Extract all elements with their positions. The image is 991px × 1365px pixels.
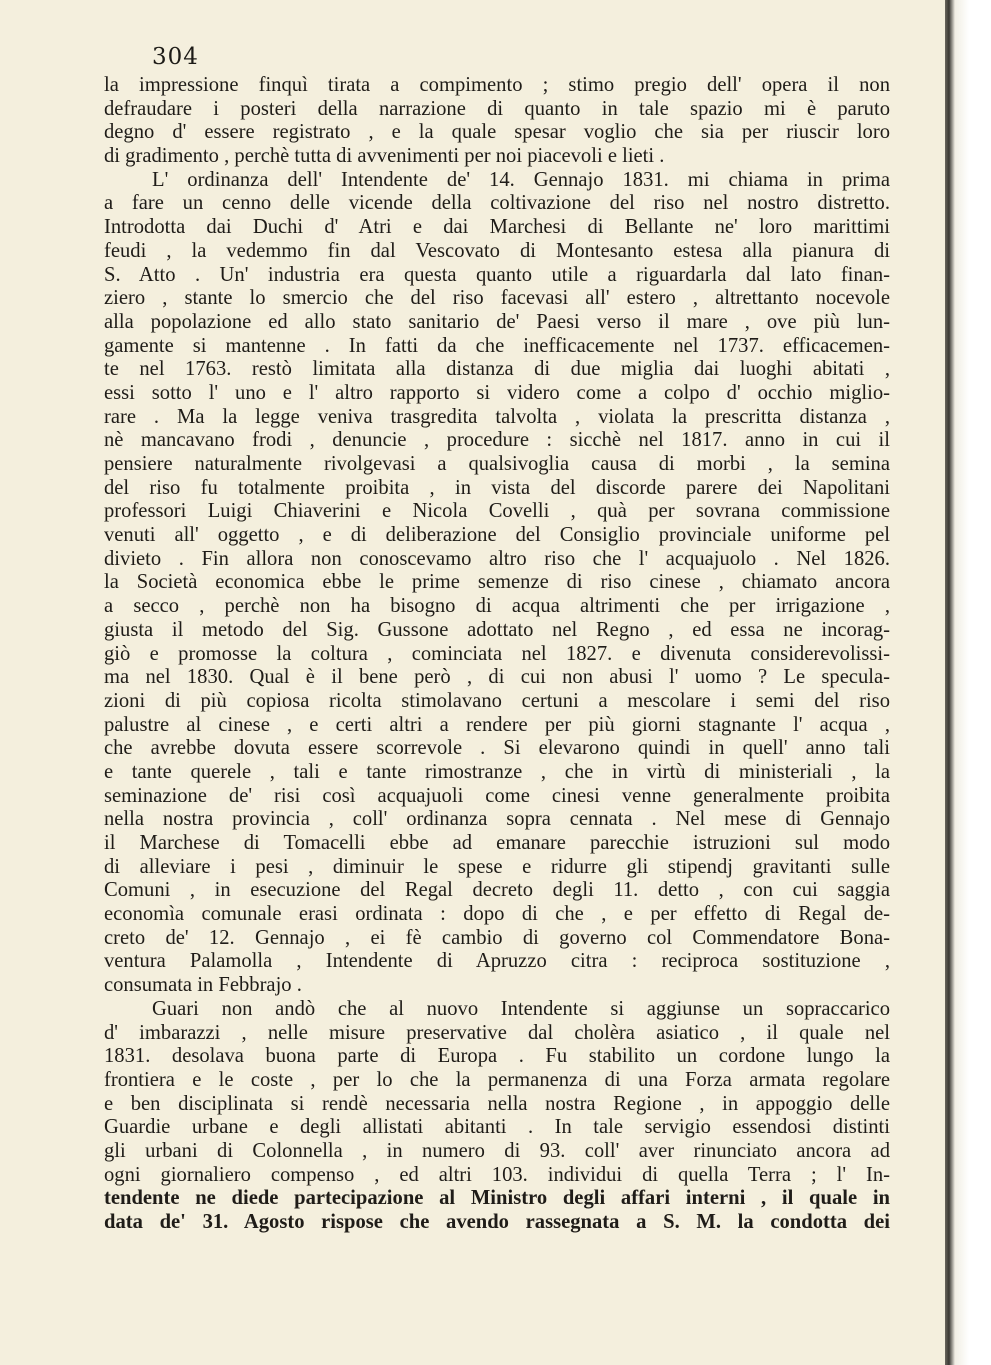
- text-line: la Società economica ebbe le prime semenze di riso cinese , chiamato ancora: [104, 571, 890, 594]
- text-line: che avrebbe dovuta essere scorrevole . Si elevarono quindi in quell' anno tali: [104, 737, 890, 760]
- text-line: la impressione finquì tirata a compimento ; stimo pregio dell' opera il non: [104, 74, 890, 96]
- text-line: pensiere naturalmente rivolgevasi a qualsivoglia causa di morbi , la semina: [104, 453, 890, 475]
- body-text: [104, 74, 890, 1235]
- text-line: Guardie urbane e degli allistati abitanti . In tale servigio essendosi distinti: [104, 1116, 890, 1139]
- text-line: feudi , la vedemmo fin dal Vescovato di Montesanto estesa alla pianura di: [104, 239, 890, 262]
- text-line: a fare un cenno delle vicende della coltivazione del riso nel nostro distretto.: [104, 192, 890, 215]
- text-line: tendente ne diede partecipazione al Ministro degli affari interni , il quale in: [104, 1187, 890, 1210]
- text-line: data de' 31. Agosto rispose che avendo rassegnata a S. M. la condotta dei: [104, 1211, 890, 1233]
- text-line: Guari non andò che al nuovo Intendente si aggiunse un sopraccarico: [152, 997, 890, 1020]
- text-line: zioni di più copiosa ricolta stimolavano certuni a mescolare i semi del riso: [104, 689, 890, 712]
- text-line: divieto . Fin allora non conoscevamo altro riso che l' acquajuolo . Nel 1826.: [104, 547, 890, 570]
- text-line: giusta il metodo del Sig. Gussone adottato nel Regno , ed essa ne incorag-: [104, 618, 890, 641]
- text-line: economìa comunale erasi ordinata : dopo di che , e per effetto di Regal de-: [104, 903, 890, 926]
- text-line: nella nostra provincia , coll' ordinanza sopra cennata . Nel mese di Gennajo: [104, 808, 890, 831]
- text-line: consumata in Febbrajo .: [104, 974, 302, 997]
- text-line: di alleviare i pesi , diminuir le spese e ridurre gli stipendj gravitanti sulle: [104, 855, 890, 878]
- text-line: ogni giornaliero compenso , ed altri 103. individui di quella Terra ; l' In-: [104, 1163, 890, 1186]
- text-line: essi sotto l' uno e l' altro rapporto si videro come a colpo d' occhio miglio-: [104, 381, 890, 404]
- text-line: ziero , stante lo smercio che del riso facevasi all' estero , altrettanto nocevole: [104, 287, 890, 310]
- text-line: e ben disciplinata si rendè necessaria nella nostra Regione , in appoggio delle: [104, 1092, 890, 1115]
- text-line: giò e promosse la coltura , cominciata nel 1827. e divenuta considerevolissi-: [104, 642, 890, 665]
- text-line: rare . Ma la legge veniva trasgredita talvolta , violata la prescritta distanza ,: [104, 405, 890, 428]
- text-line: d' imbarazzi , nelle misure preservative dal cholèra asiatico , il quale nel: [104, 1021, 890, 1044]
- text-line: ma nel 1830. Qual è il bene però , di cui non abusi l' uomo ? Le specula-: [104, 666, 890, 689]
- text-line: frontiera e le coste , per lo che la permanenza di una Forza armata regolare: [104, 1068, 890, 1091]
- text-line: gli urbani di Colonnella , in numero di 93. coll' aver rinunciato ancora ad: [104, 1139, 890, 1162]
- text-line: venuti all' oggetto , e di deliberazione del Consiglio provinciale uniforme pel: [104, 524, 890, 547]
- text-line: di gradimento , perchè tutta di avvenimenti per noi piacevoli e lieti .: [104, 145, 665, 168]
- text-line: a secco , perchè non ha bisogno di acqua altrimenti che per irrigazione ,: [104, 595, 890, 618]
- text-line: creto de' 12. Gennajo , ei fè cambio di governo col Commendatore Bona-: [104, 926, 890, 949]
- text-line: te nel 1763. restò limitata alla distanza di due miglia dai luoghi abitati ,: [104, 358, 890, 381]
- page-number: 304: [152, 44, 199, 70]
- text-line: alla popolazione ed allo stato sanitario de' Paesi verso il mare , ove più lun-: [104, 310, 890, 333]
- text-line: e tante querele , tali e tante rimostranze , che in virtù di ministeriali , la: [104, 760, 890, 783]
- text-line: Introdotta dai Duchi d' Atri e dai Marchesi di Bellante ne' loro marittimi: [104, 216, 890, 239]
- text-line: 1831. desolava buona parte di Europa . Fu stabilito un cordone lungo la: [104, 1045, 890, 1068]
- text-line: degno d' essere registrato , e la quale spesar voglio che sia per riuscir loro: [104, 121, 890, 144]
- text-line: Comuni , in esecuzione del Regal decreto degli 11. detto , con cui saggia: [104, 879, 890, 902]
- text-line: professori Luigi Chiaverini e Nicola Covelli , quà per sovrana commissione: [104, 500, 890, 523]
- text-line: del riso fu totalmente proibita , in vista del discorde parere dei Napolitani: [104, 476, 890, 499]
- text-line: palustre al cinese , e certi altri a rendere per più giorni stagnante l' acqua ,: [104, 713, 890, 736]
- text-line: defraudare i posteri della narrazione di quanto in tale spazio mi è paruto: [104, 97, 890, 120]
- text-line: S. Atto . Un' industria era questa quanto utile a riguardarla dal lato finan-: [104, 263, 890, 286]
- text-line: nè mancavano frodi , denuncie , procedure : sicchè nel 1817. anno in cui il: [104, 429, 890, 452]
- text-line: L' ordinanza dell' Intendente de' 14. Gennajo 1831. mi chiama in prima: [152, 168, 890, 191]
- text-line: ventura Palamolla , Intendente di Apruzzo citra : reciproca sostituzione ,: [104, 950, 890, 973]
- text-line: seminazione de' risi così acquajuoli come cinesi venne generalmente proibita: [104, 784, 890, 807]
- text-line: il Marchese di Tomacelli ebbe ad emanare parecchie istruzioni sul modo: [104, 832, 890, 854]
- page-edge-shadow: [945, 0, 991, 1365]
- text-line: gamente si mantenne . In fatti da che inefficacemente nel 1737. efficacemen-: [104, 334, 890, 357]
